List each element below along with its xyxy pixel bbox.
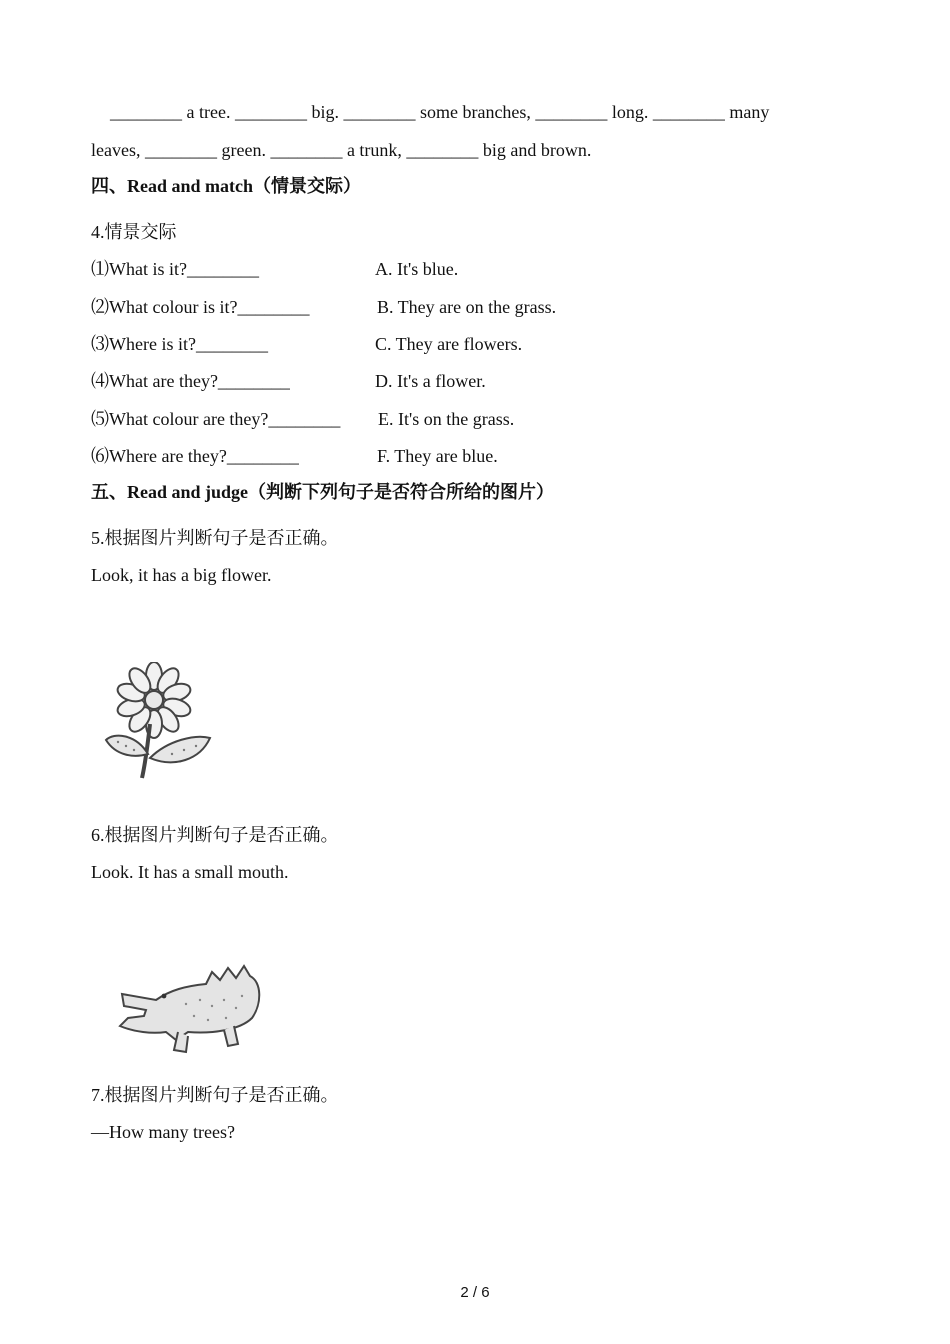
match-answer-d: D. It's a flower. bbox=[375, 371, 486, 391]
passage-line-2: leaves, ________ green. ________ a trunk, ________ big and brown. bbox=[91, 140, 592, 160]
match-question-1: ⑴What is it?________ bbox=[91, 259, 259, 279]
question-6-title: 6.根据图片判断句子是否正确。 bbox=[91, 825, 339, 845]
flower-drawing bbox=[92, 662, 216, 784]
match-answer-a: A. It's blue. bbox=[375, 259, 459, 279]
section-5-heading: 五、Read and judge（判断下列句子是否符合所给的图片） bbox=[91, 482, 555, 502]
match-question-5: ⑸What colour are they?________ bbox=[91, 409, 341, 429]
passage-line-1: ________ a tree. ________ big. ________ some branches, ________ long. ________ many bbox=[110, 102, 770, 122]
page-number: 2 / 6 bbox=[460, 1284, 490, 1301]
match-answer-c: C. They are flowers. bbox=[375, 334, 523, 354]
question-5-title: 5.根据图片判断句子是否正确。 bbox=[91, 528, 339, 548]
question-4-title: 4.情景交际 bbox=[91, 222, 177, 242]
match-answer-f: F. They are blue. bbox=[377, 446, 498, 466]
match-answer-e: E. It's on the grass. bbox=[378, 409, 515, 429]
question-5-sentence: Look, it has a big flower. bbox=[91, 565, 272, 585]
section-4-heading: 四、Read and match（情景交际） bbox=[91, 176, 362, 196]
question-6-sentence: Look. It has a small mouth. bbox=[91, 862, 289, 882]
match-answer-b: B. They are on the grass. bbox=[377, 297, 557, 317]
match-question-4: ⑷What are they?________ bbox=[91, 371, 290, 391]
question-7-title: 7.根据图片判断句子是否正确。 bbox=[91, 1085, 339, 1105]
match-question-6: ⑹Where are they?________ bbox=[91, 446, 299, 466]
question-7-sentence: —How many trees? bbox=[91, 1122, 235, 1142]
match-question-3: ⑶Where is it?________ bbox=[91, 334, 268, 354]
crocodile-drawing bbox=[116, 960, 264, 1056]
match-question-2: ⑵What colour is it?________ bbox=[91, 297, 310, 317]
